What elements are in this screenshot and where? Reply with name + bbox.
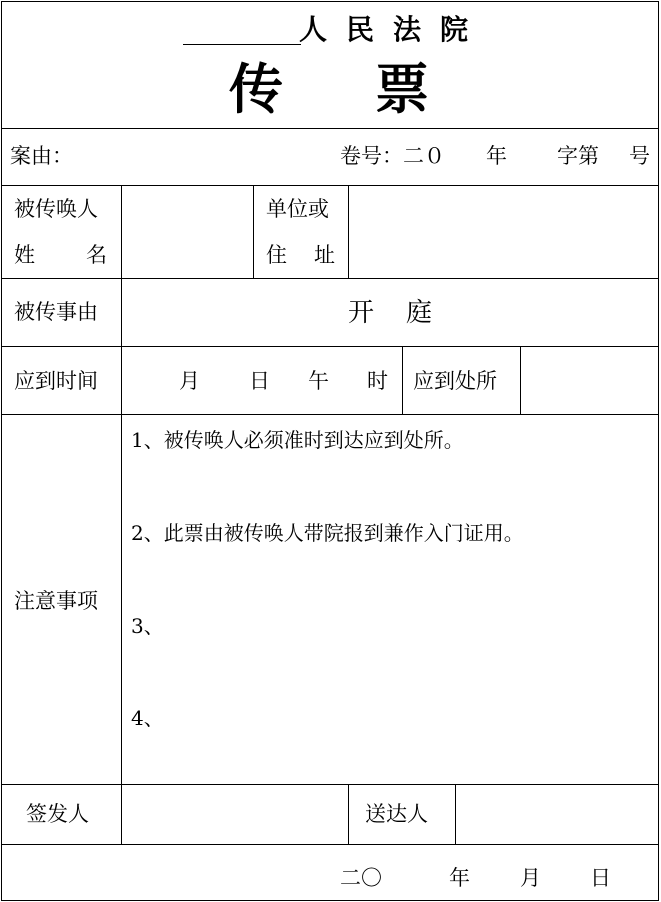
col-unit-divider [348, 185, 349, 278]
rule-below-time [1, 414, 659, 415]
col-name-divider [253, 185, 254, 278]
summoned-label-line2-a: 姓 [14, 243, 35, 267]
volume-zi-label: 字第 [557, 144, 599, 168]
rule-below-sign [1, 844, 659, 845]
time-month: 月 [179, 369, 200, 393]
col-label-divider [121, 185, 122, 784]
col-place-divider [520, 346, 521, 414]
unit-label-line2-a: 住 [266, 243, 287, 267]
unit-label-line1: 单位或 [266, 197, 329, 221]
volume-year-label: 年 [486, 144, 507, 168]
summoned-label-line2-b: 名 [86, 243, 107, 267]
date-year: 年 [449, 866, 470, 890]
col-server-divider [455, 784, 456, 844]
issuer-label: 签发人 [26, 802, 89, 826]
time-noon: 午 [308, 369, 329, 393]
date-year-prefix: 二〇 [340, 866, 382, 890]
volume-hao-label: 号 [629, 144, 650, 168]
date-month: 月 [520, 866, 541, 890]
col-sign-label-divider [121, 784, 122, 844]
court-name-blank [183, 44, 301, 45]
unit-label-line2-b: 址 [314, 243, 335, 267]
server-label: 送达人 [365, 802, 428, 826]
time-hour: 时 [367, 369, 388, 393]
volume-label: 卷号：二０ [340, 144, 445, 168]
col-issuer-divider [348, 784, 349, 844]
court-name-suffix: 人民法院 [299, 13, 488, 46]
place-label: 应到处所 [413, 369, 497, 393]
date-day: 日 [590, 866, 611, 890]
time-label: 应到时间 [14, 369, 98, 393]
notes-label: 注意事项 [14, 589, 98, 613]
note-item-1: 1、被传唤人必须准时到达应到处所。 [131, 428, 464, 452]
title-char-1: 传 [229, 57, 283, 121]
reason-value-b: 庭 [406, 298, 433, 328]
title-char-2: 票 [375, 57, 429, 121]
note-item-3: 3、 [131, 614, 164, 638]
rule-below-summoned [1, 278, 659, 279]
col-time-divider [402, 346, 403, 414]
rule-below-title [1, 128, 659, 129]
rule-below-case [1, 185, 659, 186]
note-item-4: 4、 [131, 706, 164, 730]
case-cause-label: 案由： [10, 144, 73, 168]
note-item-2: 2、此票由被传唤人带院报到兼作入门证用。 [131, 521, 524, 545]
summoned-label-line1: 被传唤人 [14, 197, 98, 221]
rule-below-notes [1, 784, 659, 785]
reason-label: 被传事由 [14, 300, 98, 324]
rule-below-reason [1, 346, 659, 347]
reason-value-a: 开 [348, 298, 375, 328]
time-day: 日 [249, 369, 270, 393]
